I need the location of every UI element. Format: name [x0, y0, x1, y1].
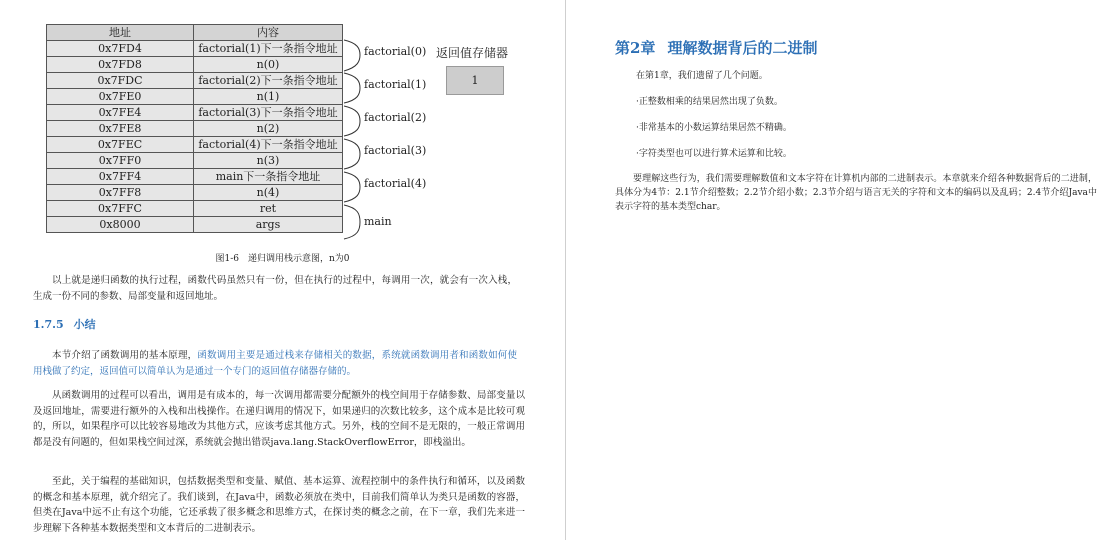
- section-heading: [33, 316, 106, 332]
- header-address: 地址: [47, 25, 194, 41]
- address-cell: 0x8000: [47, 217, 194, 233]
- content-cell: n(2): [194, 121, 343, 137]
- table-row: [47, 57, 343, 73]
- intro-paragraph: 以上就是递归函数的执行过程，函数代码虽然只有一份，但在执行的过程中，每调用一次，就会有一次入栈，生成一份不同的参数、局部变量和返回地址。: [33, 275, 517, 302]
- table-row: [47, 153, 343, 169]
- table-row: [47, 121, 343, 137]
- frame-label-factorial-0: factorial(0): [364, 45, 427, 58]
- address-cell: 0x7FE4: [47, 105, 194, 121]
- summary-paragraph-2: 从函数调用的过程可以看出，调用是有成本的，每一次调用都需要分配额外的栈空间用于存储参数、局部变量以及返回地址，需要进行额外的入栈和出栈操作。在递归调用的情况下，如果递归的次数比较多，这个成本是比较可观的，所以，如果程序可以比较容易地改为其他方式，应该考虑其他方式。另外，栈的空间不是无限的，一般正常调用都是没有问题的，但如果栈空间过深，系统就会抛出错误java.lang.StackOverflowError，即栈溢出。: [33, 390, 525, 448]
- frame-label-factorial-4: factorial(4): [364, 177, 427, 190]
- content-cell: ret: [194, 201, 343, 217]
- stack-frame-brackets: [342, 39, 462, 249]
- frame-bracket-factorial-2: [344, 106, 360, 136]
- content-cell: n(4): [194, 185, 343, 201]
- frame-bracket-factorial-3: [344, 139, 360, 169]
- list-item: ·字符类型也可以进行算术运算和比较。: [636, 149, 792, 159]
- stack-table: [46, 24, 343, 233]
- address-cell: 0x7FE0: [47, 89, 194, 105]
- chapter-intro: 在第1章，我们遗留了几个问题。: [636, 71, 768, 81]
- address-cell: 0x7FF4: [47, 169, 194, 185]
- content-cell: main下一条指令地址: [194, 169, 343, 185]
- section-number: 1.7.5: [33, 318, 64, 331]
- content-cell: factorial(3)下一条指令地址: [194, 105, 343, 121]
- table-row: [47, 185, 343, 201]
- summary-p1-plain: 本节介绍了函数调用的基本原理，: [52, 350, 198, 361]
- table-row: [47, 105, 343, 121]
- content-cell: n(3): [194, 153, 343, 169]
- header-content: 内容: [194, 25, 343, 41]
- table-row: [47, 73, 343, 89]
- summary-p1-highlight: 函数调用主要是通过栈来存储相关的数据，系统就函数调用者和函数如何使用栈做了约定，返回值可以简单认为是通过一个专门的返回值存储器存储的。: [33, 350, 517, 377]
- frame-label-main: main: [364, 215, 392, 228]
- frame-bracket-factorial-4: [344, 172, 360, 202]
- right-page: [566, 0, 1117, 540]
- frame-label-factorial-1: factorial(1): [364, 78, 427, 91]
- frame-bracket-factorial-0: [344, 40, 360, 71]
- address-cell: 0x7FF0: [47, 153, 194, 169]
- address-cell: 0x7FD4: [47, 41, 194, 57]
- register-value-box: 1: [446, 66, 504, 95]
- summary-paragraph-1: [33, 348, 517, 379]
- register-title: 返回值存储器: [436, 46, 509, 60]
- table-row: [47, 41, 343, 57]
- chapter-number: 第2章: [615, 39, 656, 57]
- chapter-title: [615, 37, 829, 58]
- list-item: ·非常基本的小数运算结果居然不精确。: [636, 123, 792, 133]
- address-cell: 0x7FDC: [47, 73, 194, 89]
- content-cell: factorial(2)下一条指令地址: [194, 73, 343, 89]
- frame-bracket-main: [344, 205, 360, 239]
- address-cell: 0x7FFC: [47, 201, 194, 217]
- table-row: [47, 201, 343, 217]
- table-row: [47, 217, 343, 233]
- table-row: [47, 137, 343, 153]
- frame-label-factorial-2: factorial(2): [364, 111, 427, 124]
- section-title: 小结: [73, 318, 96, 331]
- content-cell: n(1): [194, 89, 343, 105]
- summary-paragraph-3: 至此，关于编程的基础知识，包括数据类型和变量、赋值、基本运算、流程控制中的条件执行和循环，以及函数的概念和基本原理，就介绍完了。我们谈到，在Java中，函数必须放在类中，目前我们简单认为类只是函数的容器，但类在Java中远不止有这个功能，它还承载了很多概念和思维方式，在探讨类的概念之前，在下一章，我们先来进一步理解下各种基本数据类型和文本背后的二进制表示。: [33, 476, 525, 534]
- figure-caption: 图1-6 递归调用栈示意图，n为0: [215, 254, 350, 264]
- content-cell: args: [194, 217, 343, 233]
- table-row: [47, 169, 343, 185]
- chapter-closing-paragraph: 要理解这些行为，我们需要理解数值和文本字符在计算机内部的二进制表示。本章就来介绍各种数据背后的二进制，具体分为4节：2.1节介绍整数；2.2节介绍小数；2.3节介绍与语言无关的字符和文本的编码以及乱码；2.4节介绍Java中表示字符的基本类型char。: [615, 174, 1097, 212]
- content-cell: factorial(4)下一条指令地址: [194, 137, 343, 153]
- address-cell: 0x7FE8: [47, 121, 194, 137]
- chapter-name: 理解数据背后的二进制: [667, 39, 818, 57]
- address-cell: 0x7FEC: [47, 137, 194, 153]
- frame-bracket-factorial-1: [344, 73, 360, 103]
- list-item: ·正整数相乘的结果居然出现了负数。: [636, 97, 783, 107]
- address-cell: 0x7FD8: [47, 57, 194, 73]
- content-cell: factorial(1)下一条指令地址: [194, 41, 343, 57]
- frame-label-factorial-3: factorial(3): [364, 144, 427, 157]
- content-cell: n(0): [194, 57, 343, 73]
- table-row: [47, 89, 343, 105]
- address-cell: 0x7FF8: [47, 185, 194, 201]
- stack-table-header: [47, 25, 343, 41]
